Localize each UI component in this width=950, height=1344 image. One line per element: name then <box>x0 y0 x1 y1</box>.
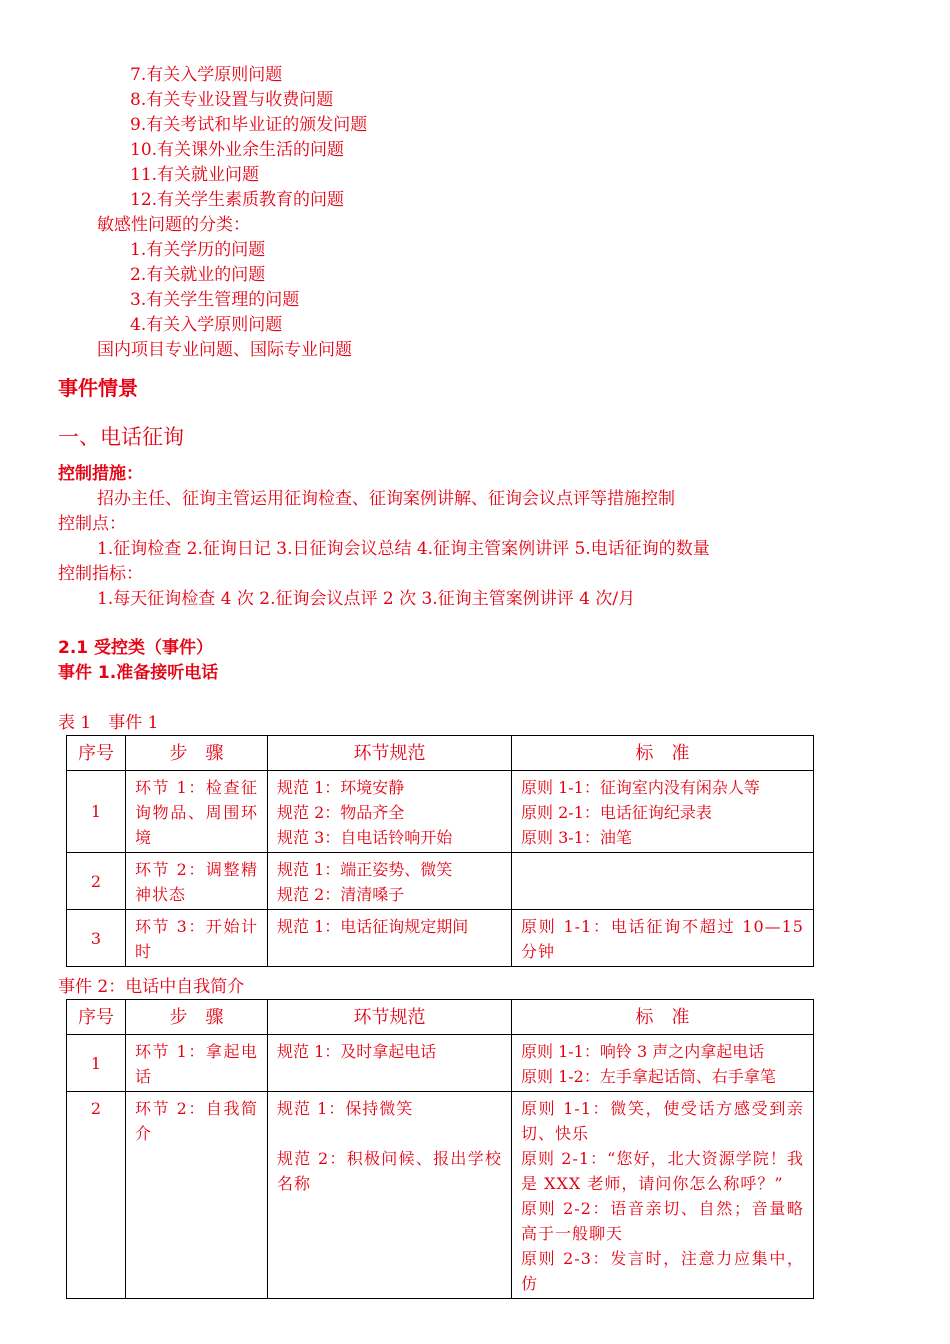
norm-cell <box>268 853 512 910</box>
norm-line: 规范 2：积极问候、报出学校名称 <box>277 1149 502 1193</box>
row-number: 2 <box>67 853 126 910</box>
table-row <box>67 853 814 910</box>
row-number: 1 <box>67 771 126 853</box>
standard-line: 原则 3-1：油笔 <box>521 828 632 847</box>
table-header-row <box>67 736 814 771</box>
norm-line: 规范 1：电话征询规定期间 <box>277 917 469 936</box>
event-table-2 <box>66 999 814 1299</box>
column-header: 步 骤 <box>126 736 268 771</box>
norm-line: 规范 3：自电话铃响开始 <box>277 828 453 847</box>
standard-line: 原则 2-2：语音亲切、自然；音量略高于一般聊天 <box>521 1199 804 1243</box>
list-item: 12.有关学生素质教育的问题 <box>130 190 345 210</box>
subsection-2-1: 2.1 受控类（事件） <box>58 638 214 658</box>
standard-line: 原则 1-1：响铃 3 声之内拿起电话 <box>521 1042 765 1061</box>
norm-cell <box>268 771 512 853</box>
column-header: 环节规范 <box>268 736 512 771</box>
list-item: 10.有关课外业余生活的问题 <box>130 140 345 160</box>
control-indicators-text: 1.每天征询检查 4 次 2.征询会议点评 2 次 3.征询主管案例讲评 4 次/月 <box>97 589 636 609</box>
list-item: 9.有关考试和毕业证的颁发问题 <box>130 115 368 135</box>
table-row <box>67 910 814 967</box>
norm-line: 规范 2：物品齐全 <box>277 803 405 822</box>
table-header-row <box>67 1000 814 1035</box>
standard-line: 原则 2-3：发言时，注意力应集中，仿 <box>521 1249 804 1293</box>
event-table-1 <box>66 735 814 967</box>
column-header: 序号 <box>67 1000 126 1035</box>
event-1-title: 事件 1.准备接听电话 <box>58 663 219 683</box>
norm-cell <box>268 910 512 967</box>
standard-line: 原则 1-2：左手拿起话筒、右手拿笔 <box>521 1067 776 1086</box>
list-item: 3.有关学生管理的问题 <box>130 290 300 310</box>
control-points-label: 控制点： <box>58 514 126 534</box>
list-item: 8.有关专业设置与收费问题 <box>130 90 334 110</box>
standard-line: 原则 2-1：“您好，北大资源学院！我是 XXX 老师，请问你怎么称呼？” <box>521 1149 804 1193</box>
column-header: 序号 <box>67 736 126 771</box>
list-item: 11.有关就业问题 <box>130 165 260 185</box>
standard-line: 原则 1-1：微笑，使受话方感受到亲切、快乐 <box>521 1099 804 1143</box>
column-header: 环节规范 <box>268 1000 512 1035</box>
table-row <box>67 1092 814 1299</box>
norm-line: 规范 1：及时拿起电话 <box>277 1042 437 1061</box>
list-item: 2.有关就业的问题 <box>130 265 266 285</box>
step-cell: 环节 2：自我简介 <box>126 1092 268 1299</box>
table-2-caption: 事件 2：电话中自我简介 <box>58 977 245 997</box>
norm-line: 规范 2：清清嗓子 <box>277 885 405 904</box>
step-cell: 环节 1：检查征询物品、周围环境 <box>126 771 268 853</box>
standard-cell <box>512 853 814 910</box>
norm-cell <box>268 1092 512 1299</box>
column-header: 步 骤 <box>126 1000 268 1035</box>
domestic-line: 国内项目专业问题、国际专业问题 <box>97 340 352 360</box>
standard-line: 原则 2-1：电话征询纪录表 <box>521 803 712 822</box>
column-header: 标 准 <box>512 736 814 771</box>
standard-cell <box>512 1035 814 1092</box>
row-number: 1 <box>67 1035 126 1092</box>
step-cell: 环节 3：开始计时 <box>126 910 268 967</box>
standard-cell <box>512 771 814 853</box>
list-item: 1.有关学历的问题 <box>130 240 266 260</box>
row-number: 3 <box>67 910 126 967</box>
control-measures-text: 招办主任、征询主管运用征询检查、征询案例讲解、征询会议点评等措施控制 <box>97 489 675 509</box>
section-title: 事件情景 <box>58 376 138 400</box>
step-cell: 环节 1：拿起电话 <box>126 1035 268 1092</box>
norm-line: 规范 1：环境安静 <box>277 778 405 797</box>
control-measures-label: 控制措施： <box>58 464 143 484</box>
control-indicators-label: 控制指标： <box>58 564 143 584</box>
table-1-caption: 表 1 事件 1 <box>58 713 159 733</box>
list-item: 4.有关入学原则问题 <box>130 315 283 335</box>
standard-line: 原则 1-1：征询室内没有闲杂人等 <box>521 778 760 797</box>
control-points-text: 1.征询检查 2.征询日记 3.日征询会议总结 4.征询主管案例讲评 5.电话征询的数量 <box>97 539 710 559</box>
list-item: 7.有关入学原则问题 <box>130 65 283 85</box>
column-header: 标 准 <box>512 1000 814 1035</box>
table-row <box>67 771 814 853</box>
standard-cell <box>512 1092 814 1299</box>
norm-cell <box>268 1035 512 1092</box>
norm-line: 规范 1：保持微笑 <box>277 1099 414 1118</box>
table-row <box>67 1035 814 1092</box>
sensitive-heading: 敏感性问题的分类： <box>97 215 250 235</box>
row-number: 2 <box>67 1092 126 1299</box>
subsection-title: 一、电话征询 <box>58 425 184 449</box>
standard-cell: 原则 1-1：电话征询不超过 10—15 分钟 <box>512 910 814 967</box>
step-cell: 环节 2：调整精神状态 <box>126 853 268 910</box>
norm-line: 规范 1：端正姿势、微笑 <box>277 860 453 879</box>
